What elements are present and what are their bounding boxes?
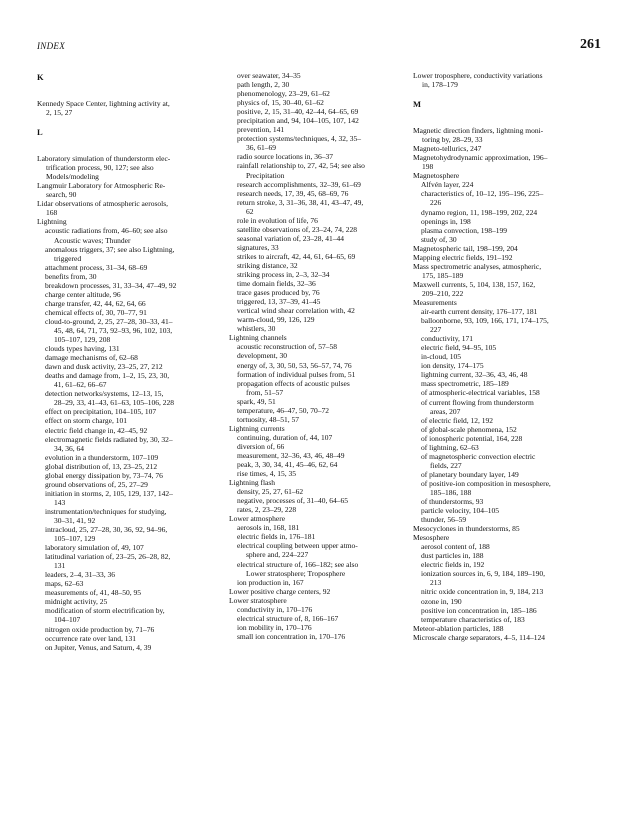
index-subentry: research accomplishments, 32–39, 61–69 [237, 179, 361, 189]
index-entry: Magnetospheric tail, 198–199, 204 [413, 243, 518, 253]
index-subentry: rainfall relationship to, 27, 42, 54; see also [237, 161, 365, 171]
index-subentry: effect on storm charge, 101 [45, 416, 127, 426]
index-entry: Lightning [37, 217, 67, 227]
index-entry: Lower positive charge centers, 92 [229, 586, 331, 596]
index-subentry: of thunderstorms, 93 [421, 497, 484, 507]
index-subentry: dawn and dusk activity, 23–25, 27, 212 [45, 362, 163, 372]
index-subentry: openings in, 198 [421, 216, 471, 226]
index-entry-continuation: 131 [54, 561, 66, 571]
index-entry-continuation: 36, 61–69 [246, 143, 276, 153]
index-entry-continuation: Precipitation [246, 170, 285, 180]
index-subentry: modification of storm electrification by, [45, 606, 165, 616]
index-subentry: conductivity in, 170–176 [237, 604, 313, 614]
index-subentry: measurement, 32–36, 43, 46, 48–49 [237, 450, 345, 460]
index-column-3 [413, 71, 601, 642]
index-entry: Laboratory simulation of thunderstorm elec- [37, 154, 171, 164]
index-subentry: occurrence rate over land, 131 [45, 633, 136, 643]
index-subentry: temperature characteristics of, 183 [421, 614, 525, 624]
index-subentry: global distribution of, 13, 23–25, 212 [45, 461, 158, 471]
index-subentry: ground observations of, 25, 27–29 [45, 479, 148, 489]
index-entry-continuation: 185–186, 188 [430, 487, 472, 497]
index-entry: Meteor-ablation particles, 188 [413, 623, 504, 633]
index-subentry: characteristics of, 10–12, 195–196, 225– [421, 189, 544, 199]
index-entry-continuation: 28–29, 33, 41–43, 61–63, 105–106, 228 [54, 398, 174, 408]
index-entry: Lightning currents [229, 423, 285, 433]
index-subentry: rates, 2, 23–29, 228 [237, 505, 297, 515]
index-entry: Lightning flash [229, 478, 276, 488]
index-subentry: of lightning, 62–63 [421, 442, 479, 452]
index-entry: Magnetosphere [413, 171, 460, 181]
index-subentry: study of, 30 [421, 234, 457, 244]
index-subentry: instrumentation/techniques for studying, [45, 506, 167, 516]
index-subentry: laboratory simulation of, 49, 107 [45, 543, 144, 553]
index-subentry: triggered, 13, 37–39, 41–45 [237, 297, 321, 307]
index-entry: Mesosphere [413, 533, 450, 543]
spacer [37, 145, 217, 154]
index-entry-continuation: 104–107 [54, 615, 81, 625]
index-subentry: electric fields in, 176–181 [237, 532, 316, 542]
index-entry-continuation: Lower stratosphere; Troposphere [246, 568, 346, 578]
index-subentry: density, 25, 27, 61–62 [237, 487, 304, 497]
index-subentry: striking distance, 32 [237, 260, 298, 270]
index-entry-continuation: 209–210, 222 [422, 288, 464, 298]
index-subentry: electrical structure of, 166–182; see also [237, 559, 359, 569]
index-subentry: striking process in, 2–3, 32–34 [237, 270, 330, 280]
index-subentry: breakdown processes, 31, 33–34, 47–49, 92 [45, 280, 177, 290]
index-subentry: rise times, 4, 15, 35 [237, 469, 296, 479]
index-entry-continuation: 41, 61–62, 66–67 [54, 380, 107, 390]
index-subentry: of electric field, 12, 192 [421, 415, 494, 425]
index-subentry: of ionospheric potential, 164, 228 [421, 433, 523, 443]
index-subentry: electric field, 94–95, 105 [421, 343, 497, 353]
index-entry-continuation: trification process, 90, 127; see also [46, 163, 154, 173]
section-letter: K [37, 72, 44, 82]
index-subentry: radio source locations in, 36–37 [237, 152, 334, 162]
index-subentry: small ion concentration in, 170–176 [237, 631, 346, 641]
index-subentry: Alfvén layer, 224 [421, 180, 474, 190]
index-subentry: ion density, 174–175 [421, 361, 484, 371]
index-entry: Lower stratosphere [229, 595, 287, 605]
index-entry-continuation: 105–107, 129 [54, 534, 96, 544]
index-subentry: cloud-to-ground, 2, 25, 27–28, 30–33, 41– [45, 316, 173, 326]
index-entry-continuation: search, 90 [46, 190, 77, 200]
index-entry: Langmuir Laboratory for Atmospheric Re- [37, 181, 166, 191]
index-subentry: plasma convection, 198–199 [421, 225, 508, 235]
index-subentry: aerosols in, 168, 181 [237, 523, 300, 533]
index-entry: Magnetic direction finders, lightning moni- [413, 126, 544, 136]
index-subentry: strikes to aircraft, 42, 44, 61, 64–65, 69 [237, 251, 356, 261]
index-subentry: charge center altitude, 96 [45, 289, 121, 299]
index-subentry: acoustic radiations from, 46–60; see also [45, 226, 168, 236]
index-entry: Measurements [413, 297, 457, 307]
index-entry-continuation: triggered [54, 253, 82, 263]
spacer [413, 89, 601, 98]
spacer [37, 117, 217, 126]
index-subentry: balloonborne, 93, 109, 166, 171, 174–175, [421, 316, 549, 326]
index-subentry: protection systems/techniques, 4, 32, 35– [237, 134, 361, 144]
index-subentry: propagation effects of acoustic pulses [237, 378, 350, 388]
index-subentry: benefits from, 30 [45, 271, 97, 281]
index-entry: Lower troposphere, conductivity variations [413, 71, 543, 80]
index-column-1 [37, 71, 217, 652]
index-entry-continuation: Models/modeling [46, 172, 99, 182]
index-subentry: whistlers, 30 [237, 324, 276, 334]
index-entry: Lower atmosphere [229, 514, 286, 524]
index-entry-continuation: 30–31, 41, 92 [54, 515, 96, 525]
index-subentry: intracloud, 25, 27–28, 30, 36, 92, 94–96, [45, 525, 168, 535]
index-subentry: electric field change in, 42–45, 92 [45, 425, 148, 435]
index-subentry: research needs, 17, 39, 45, 68–69, 76 [237, 188, 349, 198]
index-subentry: measurements of, 41, 48–50, 95 [45, 588, 142, 598]
index-subentry: spark, 49, 51 [237, 396, 276, 406]
index-subentry: nitric oxide concentration in, 9, 184, 213 [421, 587, 544, 597]
index-subentry: chemical effects of, 30, 70–77, 91 [45, 307, 147, 317]
index-subentry: peak, 3, 30, 34, 41, 45–46, 62, 64 [237, 460, 338, 470]
index-subentry: positive, 2, 15, 31–40, 42–44, 64–65, 69 [237, 107, 359, 117]
index-subentry: path length, 2, 30 [237, 80, 290, 90]
index-subentry: air-earth current density, 176–177, 181 [421, 307, 538, 317]
index-subentry: warm-cloud, 99, 126, 129 [237, 315, 315, 325]
index-subentry: energy of, 3, 30, 50, 53, 56–57, 74, 76 [237, 360, 352, 370]
index-subentry: electrical structure of, 8, 166–167 [237, 613, 339, 623]
index-subentry: mass spectrometric, 185–189 [421, 379, 509, 389]
index-subentry: on Jupiter, Venus, and Saturn, 4, 39 [45, 642, 152, 652]
index-entry-continuation: areas, 207 [430, 406, 461, 416]
page-header [37, 39, 601, 57]
index-subentry: negative, processes of, 31–40, 64–65 [237, 496, 349, 506]
index-entry: Maxwell currents, 5, 104, 138, 157, 162, [413, 279, 536, 289]
index-subentry: aerosol content of, 188 [421, 542, 490, 552]
index-subentry: tortuosity, 48–51, 57 [237, 414, 300, 424]
index-subentry: nitrogen oxide production by, 71–76 [45, 624, 155, 634]
index-entry-continuation: 175, 185–189 [422, 270, 464, 280]
index-entry: Mass spectrometric analyses, atmospheric, [413, 261, 542, 271]
index-subentry: clouds types having, 131 [45, 344, 120, 354]
section-letter: M [413, 99, 422, 110]
index-entry-continuation: 213 [430, 578, 442, 588]
index-subentry: electromagnetic fields radiated by, 30, 32– [45, 434, 173, 444]
index-subentry: development, 30 [237, 351, 287, 361]
section-letter: L [37, 127, 43, 138]
index-subentry: of planetary boundary layer, 149 [421, 469, 519, 479]
index-subentry: effect on precipitation, 104–105, 107 [45, 407, 157, 417]
index-subentry: continuing, duration of, 44, 107 [237, 432, 333, 442]
index-subentry: thunder, 56–59 [421, 515, 467, 525]
index-subentry: global energy dissipation by, 73–74, 76 [45, 470, 163, 480]
index-subentry: leaders, 2–4, 31–33, 36 [45, 570, 115, 580]
index-entry: Mesocyclones in thunderstorms, 85 [413, 524, 520, 534]
index-subentry: over seawater, 34–35 [237, 71, 301, 80]
index-entry-continuation: 105–107, 129, 208 [54, 335, 111, 345]
index-subentry: time domain fields, 32–36 [237, 279, 316, 289]
index-entry-continuation: in, 178–179 [422, 80, 458, 90]
index-subentry: conductivity, 171 [421, 334, 474, 344]
running-head: INDEX [37, 41, 65, 51]
index-column-2 [229, 71, 411, 641]
index-subentry: trace gases produced by, 76 [237, 288, 320, 298]
index-subentry: deaths and damage from, 1–2, 15, 23, 30, [45, 371, 170, 381]
index-subentry: initiation in storms, 2, 105, 129, 137, 142– [45, 488, 173, 498]
index-subentry: evolution in a thunderstorm, 107–109 [45, 452, 159, 462]
index-subentry: attachment process, 31–34, 68–69 [45, 262, 148, 272]
index-subentry: damage mechanisms of, 62–68 [45, 353, 138, 363]
page-number: 261 [580, 37, 601, 52]
index-subentry: acoustic reconstruction of, 57–58 [237, 342, 337, 352]
index-subentry: midnight activity, 25 [45, 597, 108, 607]
index-subentry: vertical wind shear correlation with, 42 [237, 306, 355, 316]
index-subentry: precipitation and, 94, 104–105, 107, 142 [237, 116, 359, 126]
index-entry: Magnetohydrodynamic approximation, 196– [413, 153, 548, 163]
index-entry-continuation: 227 [430, 325, 442, 335]
index-subentry: satellite observations of, 23–24, 74, 228 [237, 224, 357, 234]
index-subentry: role in evolution of life, 76 [237, 215, 318, 225]
index-subentry: seasonal variation of, 23–28, 41–44 [237, 233, 345, 243]
index-entry-continuation: 2, 15, 27 [46, 108, 73, 118]
index-subentry: dust particles in, 188 [421, 551, 484, 561]
index-subentry: of magnetospheric convection electric [421, 451, 536, 461]
index-subentry: of atmospheric-electrical variables, 158 [421, 388, 540, 398]
index-subentry: of positive-ion composition in mesosphere, [421, 478, 551, 488]
spacer [413, 117, 601, 126]
index-subentry: maps, 62–63 [45, 579, 84, 589]
index-entry: Lidar observations of atmospheric aerosols, [37, 199, 169, 209]
index-subentry: temperature, 46–47, 50, 70–72 [237, 405, 330, 415]
index-subentry: electrical coupling between upper atmo- [237, 541, 358, 551]
index-entry: Lightning channels [229, 333, 287, 343]
index-subentry: physics of, 15, 30–40, 61–62 [237, 98, 324, 108]
index-subentry: ion mobility in, 170–176 [237, 622, 312, 632]
index-entry: Kennedy Space Center, lightning activity at, [37, 99, 170, 108]
index-subentry: charge transfer, 42, 44, 62, 64, 66 [45, 298, 146, 308]
index-entry-continuation: Acoustic waves; Thunder [54, 235, 131, 245]
index-subentry: of current flowing from thunderstorm [421, 397, 534, 407]
index-subentry: detection networks/systems, 12–13, 15, [45, 389, 164, 399]
index-subentry: ion production in, 167 [237, 577, 304, 587]
index-subentry: prevention, 141 [237, 125, 285, 135]
index-subentry: electric fields in, 192 [421, 560, 485, 570]
index-subentry: lightning current, 32–36, 43, 46, 48 [421, 370, 528, 380]
index-subentry: phenomenology, 23–29, 61–62 [237, 89, 330, 99]
index-entry: Mapping electric fields, 191–192 [413, 252, 513, 262]
index-entry: Magneto-tellurics, 247 [413, 144, 482, 154]
index-entry: Microscale charge separators, 4–5, 114–124 [413, 632, 546, 642]
index-entry-continuation: toring by, 28–29, 33 [422, 135, 483, 145]
index-subentry: of global-scale phenomena, 152 [421, 424, 517, 434]
index-subentry: latitudinal variation of, 23–25, 26–28, 82, [45, 552, 171, 562]
index-subentry: in-cloud, 105 [421, 352, 461, 362]
index-subentry: diversion of, 66 [237, 441, 285, 451]
index-subentry: return stroke, 3, 31–36, 38, 41, 43–47, 49, [237, 197, 364, 207]
index-subentry: ionization sources in, 6, 9, 184, 189–190, [421, 569, 545, 579]
index-subentry: dynamo region, 11, 198–199, 202, 224 [421, 207, 538, 217]
index-entry-continuation: 62 [246, 206, 254, 216]
index-entry-continuation: 226 [430, 198, 442, 208]
index-entry-continuation: from, 51–57 [246, 387, 284, 397]
index-entry-continuation: 143 [54, 497, 66, 507]
index-entry-continuation: 45, 48, 64, 71, 73, 92–93, 96, 102, 103, [54, 325, 173, 335]
spacer [37, 90, 217, 99]
index-subentry: ozone in, 190 [421, 596, 462, 606]
index-subentry: anomalous triggers, 37; see also Lightning, [45, 244, 175, 254]
index-entry-continuation: 34, 36, 64 [54, 443, 84, 453]
index-entry-continuation: fields, 227 [430, 460, 462, 470]
index-subentry: signatures, 33 [237, 242, 279, 252]
index-subentry: positive ion concentration in, 185–186 [421, 605, 537, 615]
index-subentry: particle velocity, 104–105 [421, 506, 500, 516]
index-entry-continuation: 198 [422, 162, 434, 172]
index-subentry: formation of individual pulses from, 51 [237, 369, 356, 379]
index-entry-continuation: 168 [46, 208, 58, 218]
index-entry-continuation: sphere and, 224–227 [246, 550, 309, 560]
